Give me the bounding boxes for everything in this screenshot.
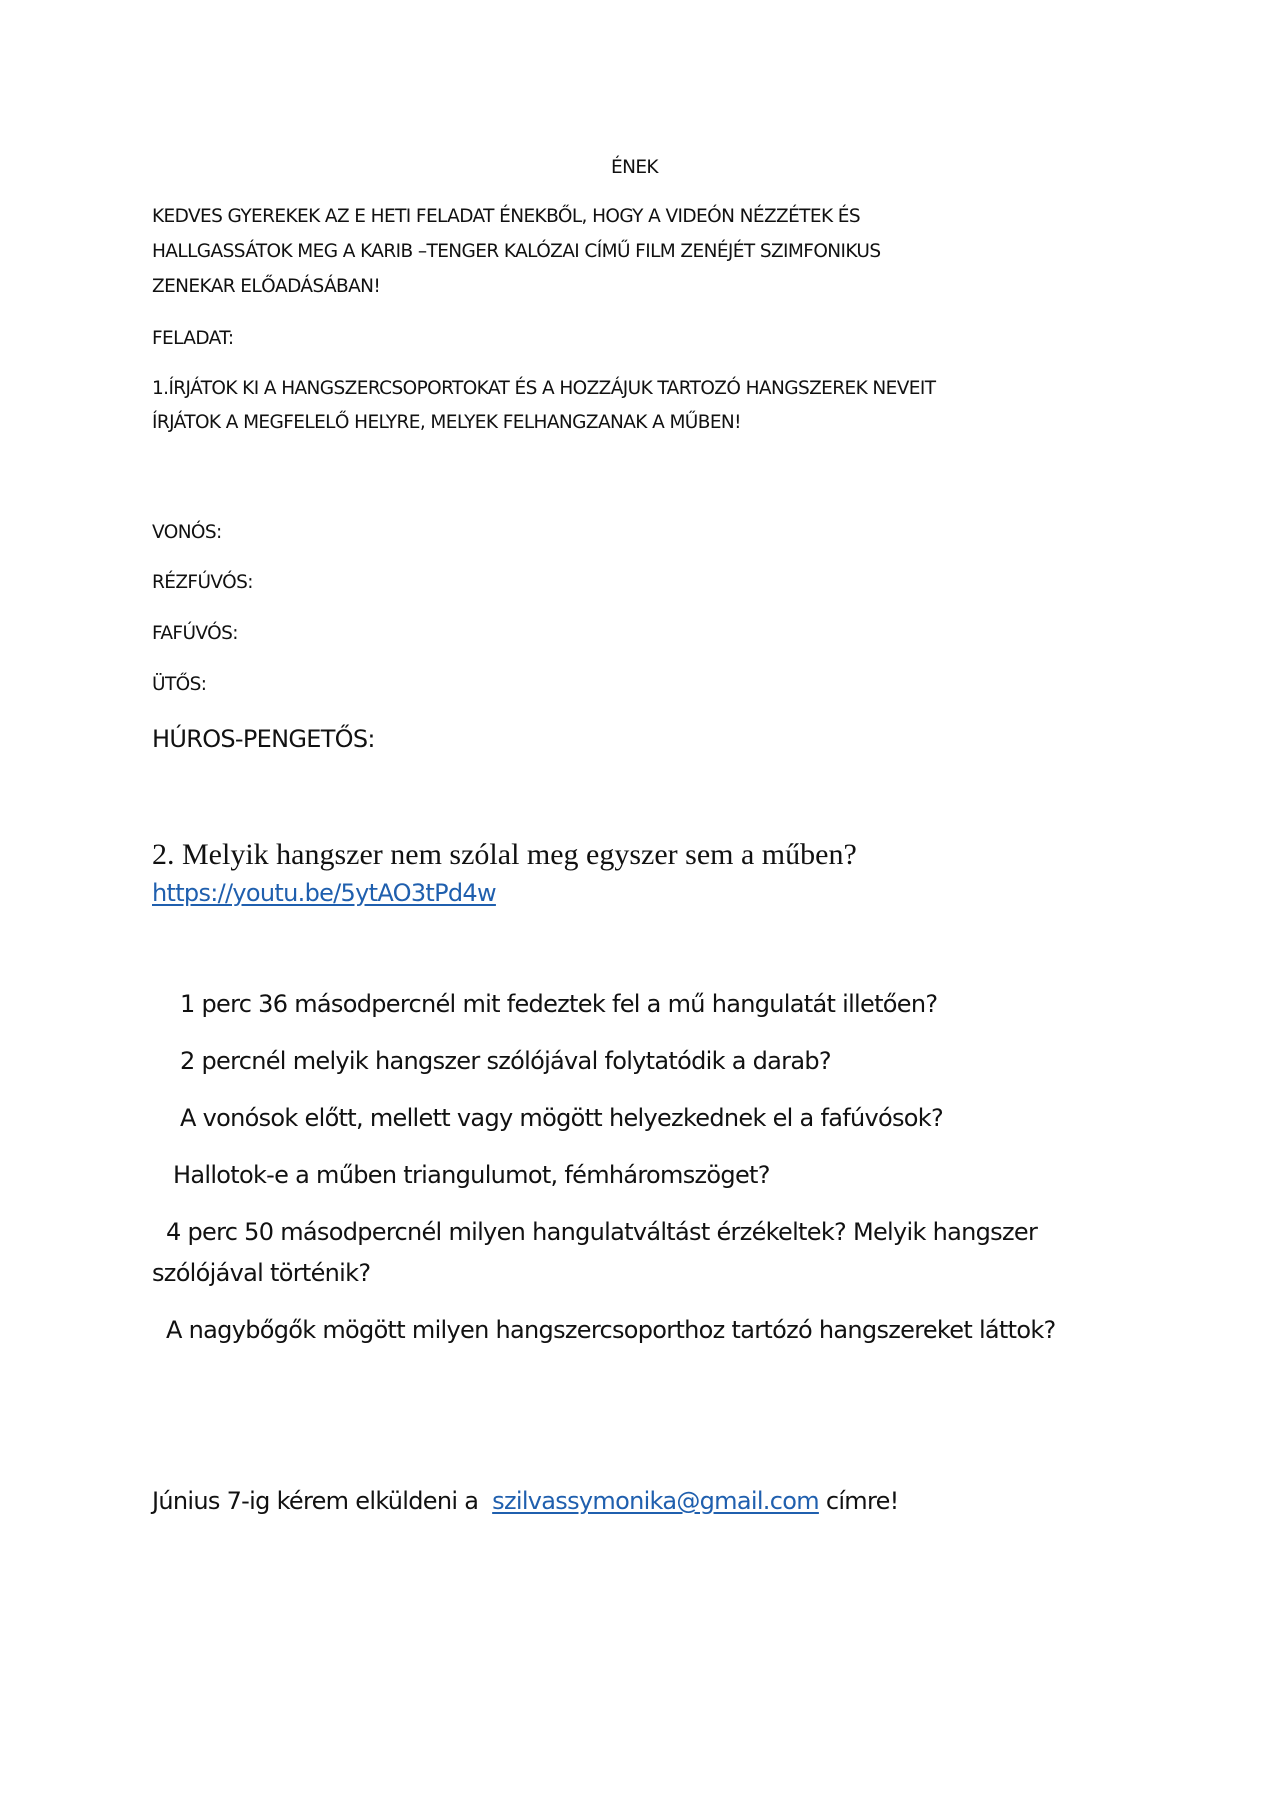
intro-line: ZENEKAR ELŐADÁSÁBAN! — [152, 276, 381, 297]
footer-text-before: Június 7-ig kérem elküldeni a — [152, 1487, 479, 1515]
task1-line: ÍRJÁTOK A MEGFELELŐ HELYRE, MELYEK FELHANGZANAK A MŰBEN! — [152, 412, 741, 433]
task-label: FELADAT: — [152, 328, 234, 349]
task1-line: 1.ÍRJÁTOK KI A HANGSZERCSOPORTOKAT ÉS A HOZZÁJUK TARTOZÓ HANGSZEREK NEVEIT — [152, 378, 936, 399]
question-item: A vonósok előtt, mellett vagy mögött helyezkednek el a fafúvósok? — [180, 1104, 944, 1132]
footer-line — [152, 1487, 899, 1515]
question-item: 4 perc 50 másodpercnél milyen hangulatváltást érzékeltek? Melyik hangszer — [166, 1218, 1038, 1246]
group-label-rezfuvos: RÉZFÚVÓS: — [152, 572, 253, 593]
question-item: 2 percnél melyik hangszer szólójával folytatódik a darab? — [180, 1047, 831, 1075]
footer-text-after: címre! — [825, 1487, 899, 1515]
email-link[interactable]: szilvassymonika@gmail.com — [492, 1487, 819, 1515]
group-label-utos: ÜTŐS: — [152, 674, 207, 695]
question-item: 1 perc 36 másodpercnél mit fedeztek fel a mű hangulatát illetően? — [180, 990, 938, 1018]
question-item-continuation: szólójával történik? — [152, 1259, 371, 1287]
task2-question: 2. Melyik hangszer nem szólal meg egyszer sem a műben? — [152, 838, 857, 871]
question-item: A nagybőgők mögött milyen hangszercsoporthoz tartózó hangszereket láttok? — [166, 1316, 1056, 1344]
intro-line: HALLGASSÁTOK MEG A KARIB –TENGER KALÓZAI CÍMŰ FILM ZENÉJÉT SZIMFONIKUS — [152, 241, 881, 262]
question-item: Hallotok-e a műben triangulumot, fémháromszöget? — [173, 1161, 770, 1189]
video-link[interactable]: https://youtu.be/5ytAO3tPd4w — [152, 879, 496, 907]
intro-line: KEDVES GYEREKEK AZ E HETI FELADAT ÉNEKBŐL, HOGY A VIDEÓN NÉZZÉTEK ÉS — [152, 206, 861, 227]
document-title: ÉNEK — [611, 157, 658, 178]
group-label-fafuvos: FAFÚVÓS: — [152, 623, 238, 644]
group-label-vonos: VONÓS: — [152, 522, 222, 543]
group-label-huros-pengetos: HÚROS-PENGETŐS: — [152, 725, 375, 753]
